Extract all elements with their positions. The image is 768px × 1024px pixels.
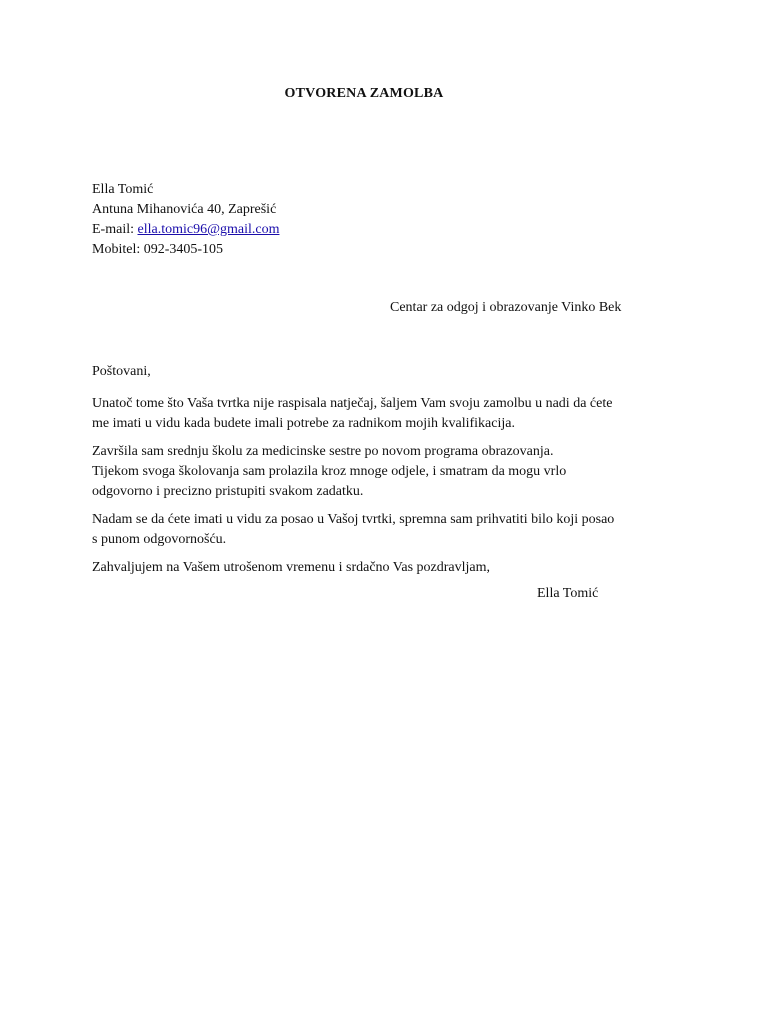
paragraph-3 (92, 510, 682, 550)
sender-block (92, 180, 279, 260)
greeting: Poštovani, (92, 364, 151, 379)
email-link[interactable]: ella.tomic96@gmail.com (137, 222, 280, 237)
document-title: OTVORENA ZAMOLBA (284, 86, 444, 101)
paragraph-line: Završila sam srednju školu za medicinske sestre po novom programa obrazovanja. (92, 444, 554, 459)
letter-body (92, 394, 682, 586)
sender-email-line (92, 220, 279, 240)
paragraph-line: Tijekom svoga školovanja sam prolazila kroz mnoge odjele, i smatram da mogu vrlo (92, 464, 567, 479)
sender-address: Antuna Mihanovića 40, Zaprešić (92, 202, 277, 217)
recipient-name: Centar za odgoj i obrazovanje Vinko Bek (390, 300, 622, 315)
paragraph-1 (92, 394, 682, 434)
paragraph-line: me imati u vidu kada budete imali potrebe za radnikom mojih kvalifikacija. (92, 416, 515, 431)
paragraph-line: s punom odgovornošću. (92, 532, 227, 547)
paragraph-line: Zahvaljujem na Vašem utrošenom vremenu i srdačno Vas pozdravljam, (92, 560, 490, 575)
paragraph-line: Nadam se da ćete imati u vidu za posao u Vašoj tvrtki, spremna sam prihvatiti bilo koji posao (92, 512, 615, 527)
paragraph-line: Unatoč tome što Vaša tvrtka nije raspisala natječaj, šaljem Vam svoju zamolbu u nadi da ćete (92, 396, 613, 411)
paragraph-4 (92, 558, 682, 578)
paragraph-line: odgovorno i precizno pristupiti svakom zadatku. (92, 484, 364, 499)
sender-phone: Mobitel: 092-3405-105 (92, 242, 224, 257)
paragraph-2 (92, 442, 682, 502)
signature: Ella Tomić (537, 586, 599, 601)
email-label: E-mail: (92, 222, 138, 237)
sender-name: Ella Tomić (92, 182, 154, 197)
